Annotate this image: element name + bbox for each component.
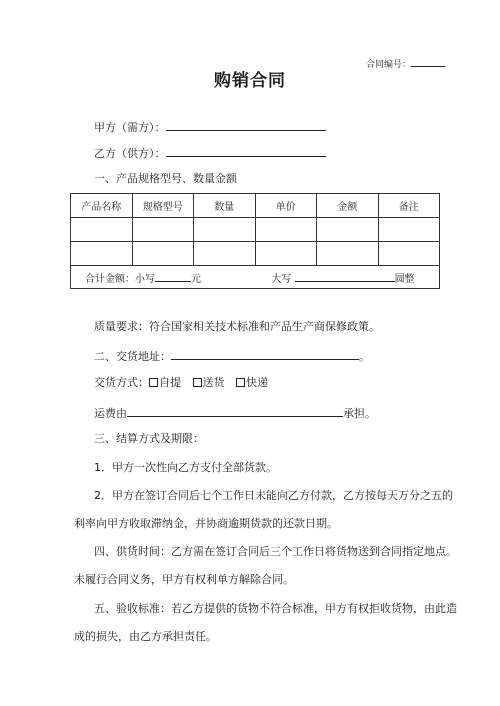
clause-2-line-2: 利率向甲方收取滞纳金，并协商逾期货款的还款日期。 bbox=[74, 517, 338, 530]
table-cell[interactable] bbox=[317, 218, 379, 242]
table-cell[interactable] bbox=[378, 242, 440, 266]
express-checkbox[interactable] bbox=[236, 378, 245, 387]
table-cell[interactable] bbox=[194, 218, 256, 242]
delivery-address-blank[interactable] bbox=[171, 347, 359, 360]
table-cell[interactable] bbox=[132, 218, 194, 242]
table-header-cell: 金额 bbox=[317, 194, 379, 218]
document-title: 购销合同 bbox=[214, 71, 286, 91]
goods-table bbox=[70, 193, 440, 289]
total-label: 合计金额：小写 bbox=[85, 274, 155, 285]
express-label: 快递 bbox=[246, 376, 268, 389]
table-cell[interactable] bbox=[255, 218, 317, 242]
table-cell[interactable] bbox=[255, 242, 317, 266]
clause-2-line-1: 2．甲方在签订合同后七个工作日未能向乙方付款，乙方按每天万分之五的 bbox=[94, 489, 453, 502]
table-total-row bbox=[71, 266, 440, 289]
party-b-label: 乙方（供方）： bbox=[94, 147, 166, 160]
total-uppercase-blank[interactable] bbox=[295, 269, 395, 282]
delivery-address-end: 。 bbox=[359, 350, 370, 363]
delivery-label: 送货 bbox=[202, 376, 225, 389]
contract-number bbox=[366, 54, 445, 72]
table-cell[interactable] bbox=[194, 242, 256, 266]
table-header-cell: 单价 bbox=[255, 194, 317, 218]
pickup-checkbox[interactable] bbox=[149, 378, 158, 387]
freight-line bbox=[94, 404, 376, 421]
party-a-label: 甲方（需方）： bbox=[94, 121, 166, 134]
table-header-cell: 规格型号 bbox=[132, 194, 194, 218]
delivery-address-label: 二、交货地址： bbox=[94, 350, 171, 363]
freight-blank[interactable] bbox=[127, 404, 343, 417]
section5-line-2: 成的损失，由乙方承担责任。 bbox=[74, 630, 217, 643]
delivery-address-line bbox=[94, 347, 370, 364]
table-cell[interactable] bbox=[132, 242, 194, 266]
delivery-checkbox[interactable] bbox=[193, 378, 202, 387]
section3-heading: 三、结算方式及期限： bbox=[94, 432, 204, 445]
table-header-row bbox=[71, 194, 440, 218]
party-a-blank[interactable] bbox=[166, 118, 326, 131]
freight-prefix: 运费由 bbox=[94, 407, 127, 420]
section4-line-2: 未履行合同义务，甲方有权利单方解除合同。 bbox=[74, 573, 294, 586]
total-upper-suffix: 圆整 bbox=[394, 274, 415, 285]
table-cell[interactable] bbox=[317, 242, 379, 266]
delivery-method-line bbox=[94, 376, 268, 390]
table-header-cell: 数量 bbox=[194, 194, 256, 218]
section1-heading: 一、产品规格型号、数量金额 bbox=[94, 172, 237, 185]
clause-1: 1．甲方一次性向乙方支付全部货款。 bbox=[94, 461, 277, 474]
contract-number-label: 合同编号： bbox=[366, 60, 412, 70]
quality-requirement: 质量要求：符合国家相关技术标准和产品生产商保修政策。 bbox=[94, 320, 380, 333]
pickup-label: 自提 bbox=[159, 376, 181, 389]
table-cell[interactable] bbox=[71, 242, 133, 266]
party-b-line bbox=[94, 144, 326, 161]
party-a-line bbox=[94, 118, 326, 135]
delivery-method-label: 交货方式： bbox=[94, 376, 149, 389]
party-b-blank[interactable] bbox=[166, 144, 326, 157]
total-lowercase-blank[interactable] bbox=[155, 269, 191, 282]
total-upper-label: 大写 bbox=[271, 274, 292, 285]
table-cell[interactable] bbox=[378, 218, 440, 242]
table-row bbox=[71, 242, 440, 266]
table-header-cell: 备注 bbox=[378, 194, 440, 218]
freight-suffix: 承担。 bbox=[343, 407, 376, 420]
table-row bbox=[71, 218, 440, 242]
section4-line-1: 四、供货时间：乙方需在签订合同后三个工作日将货物送到合同指定地点。 bbox=[94, 545, 457, 558]
total-unit: 元 bbox=[191, 274, 201, 285]
contract-number-blank[interactable] bbox=[411, 54, 445, 67]
table-cell[interactable] bbox=[71, 218, 133, 242]
total-cell bbox=[71, 266, 440, 289]
table-header-cell: 产品名称 bbox=[71, 194, 133, 218]
section5-line-1: 五、验收标准：若乙方提供的货物不符合标准，甲方有权拒收货物，由此造 bbox=[94, 602, 457, 615]
